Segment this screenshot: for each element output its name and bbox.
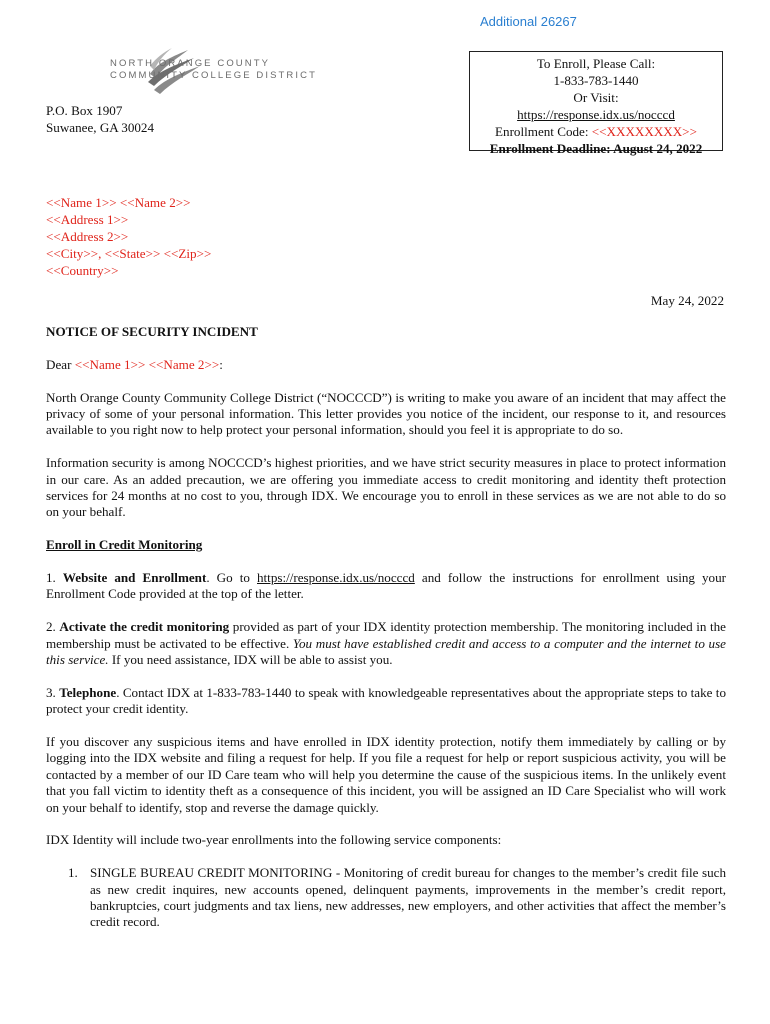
step-2-number: 2. xyxy=(46,619,60,635)
step-3-text: . Contact IDX at 1-833-783-1440 to speak with knowledgeable representatives about the appropriate steps to take to protect your credit identity. xyxy=(46,684,726,717)
enroll-code-value: <<XXXXXXXX>> xyxy=(591,124,697,139)
salutation xyxy=(46,357,726,373)
recipient-country: <<Country>> xyxy=(46,263,119,278)
enroll-url-link[interactable]: https://response.idx.us/nocccd xyxy=(517,107,675,122)
step-2-title: Activate the credit monitoring xyxy=(59,619,230,635)
step-3 xyxy=(46,685,726,718)
step-1 xyxy=(46,570,726,603)
enroll-code-line xyxy=(470,123,722,140)
step-1-number: 1. xyxy=(46,570,63,586)
return-address-line-2: Suwanee, GA 30024 xyxy=(46,120,155,135)
recipient-address-1: <<Address 1>> xyxy=(46,212,129,227)
paragraph-services: IDX Identity will include two-year enrollments into the following service components: xyxy=(46,832,502,848)
paragraph-security: Information security is among NOCCCD’s highest priorities, and we have strict security measures in place to protect information in our care. As an added precaution, we are offering you immediate access to credit monitoring and identity theft protection services for 24 months at no cost to you, through IDX. We encourage you to enroll in these services as we are not able to do so on your behalf. xyxy=(46,455,726,520)
step-1-text-a: . Go to xyxy=(206,570,257,586)
logo-line-2: COMMUNITY COLLEGE DISTRICT xyxy=(110,70,317,81)
step-1-text-b: and follow the instructions for enrollment using your Enrollment Code provided at the top of the letter. xyxy=(46,570,726,602)
step-2 xyxy=(46,619,726,668)
enroll-phone: 1-833-783-1440 xyxy=(553,73,639,88)
enroll-call-label: To Enroll, Please Call: xyxy=(536,56,656,71)
enrollment-info-box xyxy=(469,51,723,156)
letter-body xyxy=(46,324,726,931)
step-1-title: Website and Enrollment xyxy=(62,570,207,586)
recipient-address-2: <<Address 2>> xyxy=(46,229,129,244)
letter-title: NOTICE OF SECURITY INCIDENT xyxy=(46,324,258,339)
paragraph-suspicious: If you discover any suspicious items and have enrolled in IDX identity protection, notify them immediately by calling or by logging into the IDX website and filing a request for help. If you file a request for help or report suspicious activity, you will be contacted by a member of our ID Care team who will help you determine the cause of the suspicious items. In the unlikely event that you fall victim to identity theft as a consequence of this incident, you will be assigned an ID Care Specialist who will work on your behalf to identify, stop and reverse the damage quickly. xyxy=(46,734,726,815)
section-heading-enroll: Enroll in Credit Monitoring xyxy=(46,537,203,553)
list-item-text: SINGLE BUREAU CREDIT MONITORING - Monitoring of credit bureau for changes to the member’s credit file such as new credit inquires, new accounts opened, delinquent payments, improvements in the member’s credit report, bankruptcies, court judgments and tax liens, new addresses, new employers, and other activities that affect the member’s credit record. xyxy=(90,865,726,930)
step-2-italic: You must have established credit and access to a computer and the internet to use this service. xyxy=(46,635,726,668)
recipient-city-line: <<City>>, <<State>> <<Zip>> xyxy=(46,246,212,261)
logo-wordmark xyxy=(110,58,317,82)
step-3-title: Telephone xyxy=(59,684,117,700)
step-2-text-b: If you need assistance, IDX will be able to assist you. xyxy=(108,652,393,668)
letter-date: May 24, 2022 xyxy=(650,293,724,308)
paragraph-intro: North Orange County Community College District (“NOCCCD”) is writing to make you aware of an incident that may affect the privacy of some of your personal information. This letter provides you notice of the incident, our response to it, and resources available to you right now to help protect your personal information, should you feel it is appropriate to do so. xyxy=(46,389,726,438)
recipient-name: <<Name 1>> <<Name 2>> xyxy=(46,195,191,210)
return-address xyxy=(46,102,154,136)
salutation-names: <<Name 1>> <<Name 2>> xyxy=(74,356,220,372)
enroll-visit-label: Or Visit: xyxy=(573,90,619,105)
salutation-prefix: Dear xyxy=(46,356,75,372)
return-address-line-1: P.O. Box 1907 xyxy=(46,103,123,118)
additional-id-label: Additional 26267 xyxy=(480,14,577,29)
recipient-address xyxy=(46,194,211,279)
step-2-text-a: provided as part of your IDX identity protection membership. The monitoring included in the membership must be activated to be effective. xyxy=(46,619,726,651)
logo-line-1: NORTH ORANGE COUNTY xyxy=(110,58,271,69)
enroll-code-label: Enrollment Code: xyxy=(495,124,592,139)
list-item xyxy=(46,865,726,931)
step-1-link[interactable]: https://response.idx.us/nocccd xyxy=(257,570,415,586)
step-3-number: 3. xyxy=(46,684,60,700)
enroll-deadline: Enrollment Deadline: August 24, 2022 xyxy=(489,141,703,156)
salutation-suffix: : xyxy=(219,356,223,372)
list-item-number: 1. xyxy=(68,865,78,881)
